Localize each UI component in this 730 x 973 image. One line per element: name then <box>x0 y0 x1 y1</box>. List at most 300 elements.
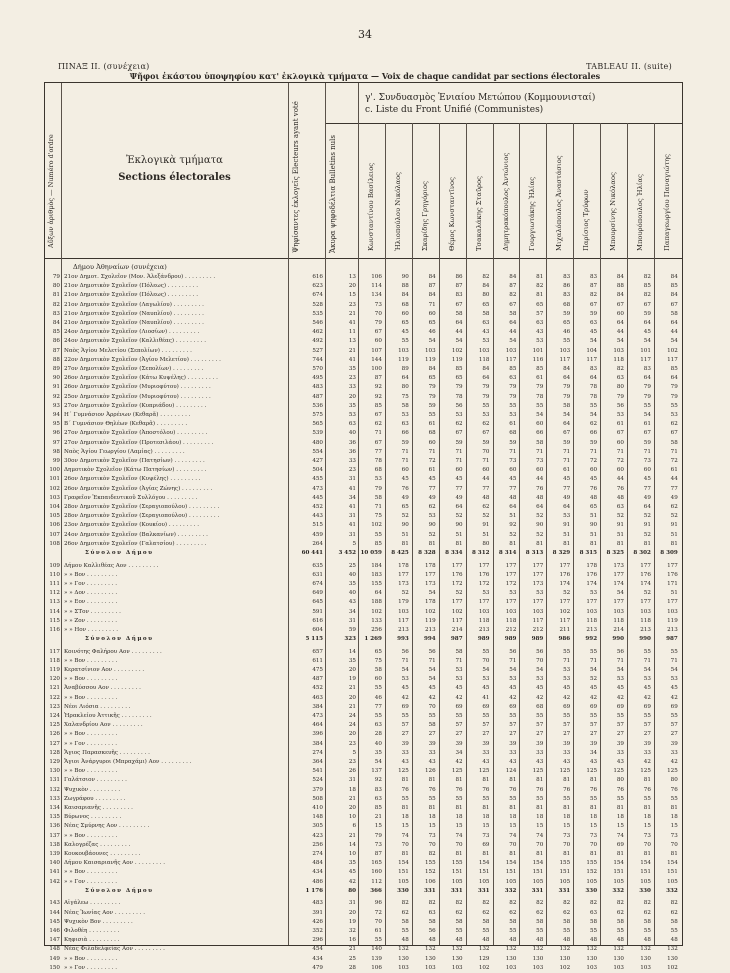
cell-value: 67 <box>670 301 678 308</box>
cell-value: 54 <box>428 338 436 345</box>
cell-value: 52 <box>670 513 678 520</box>
cell-value: 18 <box>428 814 436 821</box>
row-number: 91 <box>52 384 60 391</box>
cell-value: 49 <box>563 494 571 501</box>
cell-value: 80 <box>401 384 409 391</box>
cell-value: 31 <box>348 513 356 520</box>
cell-value: 58 <box>374 494 382 501</box>
cell-value: 173 <box>425 580 436 587</box>
cell-value: 53 <box>482 412 490 418</box>
cell-value: 64 <box>374 590 382 597</box>
cell-value: 71 <box>455 458 463 464</box>
section-name: » » Βον . . . . . . . . . <box>64 955 118 962</box>
cell-value: 78 <box>589 393 598 400</box>
cell-value: 53 <box>563 513 571 520</box>
section-name: » » Γον . . . . . . . . . <box>64 878 118 885</box>
cell-value: 15 <box>616 823 624 830</box>
cell-value: 101 <box>532 347 544 354</box>
cell-value: 103 <box>667 608 678 615</box>
cell-value: 21 <box>348 703 356 710</box>
cell-value: 34 <box>455 749 463 756</box>
cell-value: 42 <box>536 694 544 701</box>
cell-value: 54 <box>589 338 598 345</box>
cell-value: 69 <box>643 703 651 710</box>
cell-value: 504 <box>312 467 323 474</box>
cell-value: 55 <box>374 713 382 719</box>
cell-value: 174 <box>586 580 598 587</box>
cell-value: 85 <box>670 283 678 290</box>
table-row <box>45 301 682 310</box>
section-name: Ἅγιος Παρασκευῆς . . . . . . . . . <box>64 749 150 756</box>
cell-value: 103 <box>451 964 463 971</box>
cell-value: 103 <box>398 347 409 354</box>
cell-value: 119 <box>398 356 409 363</box>
cell-value: 177 <box>532 571 544 578</box>
cell-value: 78 <box>589 384 598 391</box>
cell-value: 60 <box>509 467 517 474</box>
table-row <box>45 310 682 319</box>
page-number: 34 <box>358 28 372 41</box>
cell-value: 54 <box>482 667 490 673</box>
table-row <box>45 648 682 657</box>
cell-value: 172 <box>505 580 517 587</box>
cell-value: 48 <box>509 937 517 944</box>
cell-value: 81 <box>643 540 651 547</box>
row-number: 144 <box>49 909 60 916</box>
cell-value: 59 <box>643 310 651 317</box>
cell-value: 71 <box>616 657 624 664</box>
group-header-gr: γ'. Συνδυασμὸς Ἑνιαίου Μετώπου (Κομμουνισταί) <box>365 93 596 103</box>
cell-value: 87 <box>509 283 517 290</box>
row-number: 131 <box>49 777 60 784</box>
cell-value: 103 <box>613 608 624 615</box>
cell-value: 59 <box>455 439 463 446</box>
section-name: » » Βον . . . . . . . . . <box>64 571 118 578</box>
table-row <box>45 703 682 712</box>
cell-value: 53 <box>374 476 382 483</box>
cell-value: 71 <box>455 657 463 664</box>
cell-value: 177 <box>478 599 490 606</box>
cell-value: 70 <box>563 841 571 848</box>
row-number: 106 <box>49 522 60 529</box>
cell-value: 53 <box>455 676 463 683</box>
cell-value: 79 <box>536 384 544 391</box>
cell-value: 51 <box>563 531 571 538</box>
section-name: 26ον Δημοτικὸν Σχολεῖον (Γαλατσίου) . . . . . . . . . <box>64 540 207 547</box>
cell-value: 60 <box>536 467 544 474</box>
cell-value: 58 <box>455 310 463 317</box>
cell-value: 645 <box>312 599 323 606</box>
table-row <box>45 955 682 964</box>
cell-value: 44 <box>670 329 678 336</box>
cell-value: 43 <box>348 599 356 606</box>
cell-value: 125 <box>559 768 571 775</box>
cell-value: 63 <box>589 320 598 326</box>
cell-value: 81 <box>428 805 436 811</box>
cell-value: 105 <box>505 878 517 885</box>
cell-value: 103 <box>505 347 517 354</box>
cell-value: 43 <box>589 759 598 765</box>
cell-value: 65 <box>536 301 544 308</box>
cell-value: 102 <box>667 347 678 354</box>
cell-value: 60 <box>643 467 651 474</box>
cell-value: 144 <box>371 356 382 363</box>
cell-value: 58 <box>563 402 571 409</box>
cell-value: 33 <box>428 749 436 756</box>
row-number: 86 <box>52 338 60 345</box>
cell-value: 57 <box>401 722 409 729</box>
cell-value: 35 <box>348 860 356 867</box>
section-name: Γραφεῖον Ἐκπαιδευτικοῦ Συλλόγου . . . . . . . . . <box>64 494 198 501</box>
cell-value: 77 <box>563 485 571 492</box>
cell-value: 53 <box>428 513 436 520</box>
cell-value: 83 <box>643 366 651 372</box>
cell-value: 102 <box>425 608 436 615</box>
row-number: 109 <box>49 562 60 569</box>
cell-value: 81 <box>616 540 624 547</box>
table-row <box>45 411 682 420</box>
cell-value: 55 <box>509 713 517 719</box>
cell-value: 82 <box>455 900 463 907</box>
cell-value: 366 <box>370 887 382 894</box>
cell-value: 48 <box>589 937 598 944</box>
table-row <box>45 448 682 457</box>
table-row <box>45 936 682 945</box>
cell-value: 81 <box>670 851 678 857</box>
section-name: » » Εον . . . . . . . . . <box>64 599 118 606</box>
cell-value: 68 <box>401 301 409 308</box>
cell-value: 42 <box>670 759 678 765</box>
cell-value: 152 <box>425 869 436 876</box>
table-row <box>45 964 682 973</box>
section-name: Βύρωνος . . . . . . . . . <box>64 814 122 821</box>
cell-value: 40 <box>348 590 356 597</box>
cell-value: 103 <box>586 608 598 615</box>
cell-value: 54 <box>455 338 463 345</box>
row-number: 123 <box>49 703 60 710</box>
cell-value: 176 <box>586 571 598 578</box>
cell-value: 541 <box>312 768 323 775</box>
cell-value: 20 <box>348 805 356 811</box>
cell-value: 62 <box>482 421 490 428</box>
cell-value: 462 <box>312 329 323 336</box>
cell-value: 130 <box>532 955 544 962</box>
row-number: 84 <box>52 320 60 326</box>
cell-value: 103 <box>505 964 517 971</box>
section-name: 26ον Δημοτικὸν Σχολεῖον (Κυψέλης) . . . . . . . . . <box>64 476 201 483</box>
cell-value: 57 <box>589 722 598 729</box>
section-name: Ναὸς Ἁγίου Γεωργίου (Λαμίας) . . . . . . . . . <box>64 448 185 455</box>
cell-value: 61 <box>616 421 624 428</box>
cell-value: 53 <box>616 676 624 683</box>
section-name: 26ον Δημοτικὸν Σχολεῖον (Ἁγίας Ζώνης) . . . . . . . . . <box>64 485 213 492</box>
cell-value: 87 <box>589 283 598 290</box>
cell-value: 214 <box>613 626 624 633</box>
cell-value: 59 <box>589 439 598 446</box>
cell-value: 188 <box>371 599 382 606</box>
cell-value: 81 <box>509 540 517 547</box>
cell-value: 49 <box>643 494 651 501</box>
cell-value: 39 <box>455 740 463 747</box>
cell-value: 34 <box>589 749 598 756</box>
cell-value: 70 <box>509 841 517 848</box>
cell-value: 73 <box>374 841 382 848</box>
cell-value: 331 <box>531 887 544 894</box>
cell-value: 58 <box>670 918 678 925</box>
cell-value: 10 <box>348 814 356 821</box>
row-number: 124 <box>49 713 60 719</box>
header-bottom-line <box>45 258 682 259</box>
cell-value: 132 <box>451 946 463 953</box>
cell-value: 54 <box>643 338 651 345</box>
cell-value: 105 <box>640 878 651 885</box>
cell-value: 53 <box>455 667 463 673</box>
cell-value: 23 <box>348 375 356 382</box>
cell-value: 64 <box>670 320 678 326</box>
cell-value: 330 <box>585 887 598 894</box>
section-name: Ναὸς Ἁγίου Μελετίου (Σεπολίων) . . . . . . . . . <box>64 347 192 354</box>
row-number: 101 <box>49 476 60 483</box>
cell-value: 42 <box>401 694 409 701</box>
cell-value: 3 452 <box>338 550 356 556</box>
cell-value: 379 <box>312 786 323 793</box>
table-row <box>45 684 682 693</box>
cell-value: 103 <box>532 608 544 615</box>
col-divider <box>466 123 467 945</box>
cell-value: 132 <box>586 946 598 953</box>
cell-value: 132 <box>613 946 624 953</box>
cell-value: 173 <box>613 562 624 569</box>
cell-value: 62 <box>670 421 678 428</box>
cell-value: 53 <box>536 676 544 683</box>
cell-value: 125 <box>398 768 409 775</box>
cell-value: 492 <box>312 338 323 345</box>
cell-value: 60 <box>428 439 436 446</box>
table-row <box>45 521 682 530</box>
cell-value: 52 <box>643 531 651 538</box>
section-name: » » ΣΤον . . . . . . . . . <box>64 608 121 615</box>
cell-value: 54 <box>536 667 544 673</box>
cell-value: 84 <box>428 274 436 280</box>
cell-value: 132 <box>425 946 436 953</box>
section-name: » » Βον . . . . . . . . . <box>64 832 118 839</box>
cell-value: 8 328 <box>418 550 436 556</box>
cell-value: 46 <box>428 329 436 336</box>
cell-value: 60 <box>589 467 598 474</box>
cell-value: 54 <box>643 667 651 673</box>
row-number: 137 <box>49 832 60 839</box>
cell-value: 57 <box>455 722 463 729</box>
cell-value: 33 <box>348 458 356 464</box>
row-number: 85 <box>52 329 60 336</box>
section-name: 21ον Δημοτ. Σχολεῖον (Μον. Ἀλεξάνδρου) . . . . . . . . . <box>64 274 216 280</box>
cell-value: 71 <box>509 448 517 455</box>
cell-value: 82 <box>482 900 490 907</box>
cell-value: 90 <box>428 522 436 529</box>
table-row <box>45 626 682 635</box>
cell-value: 434 <box>312 869 323 876</box>
cell-value: 39 <box>509 740 517 747</box>
section-name: Δήμου Καισαριανῆς Αον . . . . . . . . . <box>64 860 166 867</box>
row-number: 132 <box>49 786 60 793</box>
cell-value: 45 <box>509 685 517 692</box>
cell-value: 744 <box>312 356 323 363</box>
cell-value: 64 <box>482 375 490 382</box>
cell-value: 18 <box>563 814 571 821</box>
cell-value: 55 <box>589 713 598 719</box>
cell-value: 48 <box>536 937 544 944</box>
cell-value: 84 <box>563 366 571 372</box>
cell-value: 64 <box>643 504 651 510</box>
section-name: 21ον Δημοτικὸν Σχολεῖον (Πόλεως) . . . . . . . . . <box>64 292 199 299</box>
cell-value: 69 <box>589 703 598 710</box>
cell-value: 177 <box>559 599 571 606</box>
cell-value: 81 <box>536 805 544 811</box>
cell-value: 75 <box>401 393 409 400</box>
cell-value: 53 <box>401 676 409 683</box>
cell-value: 48 <box>482 494 490 501</box>
cell-value: 102 <box>559 964 571 971</box>
cell-value: 31 <box>348 476 356 483</box>
cell-value: 27 <box>536 731 544 738</box>
cell-value: 21 <box>374 814 382 821</box>
cell-value: 55 <box>374 685 382 692</box>
cell-value: 83 <box>563 274 571 280</box>
cell-value: 43 <box>401 759 409 765</box>
cell-value: 76 <box>536 786 544 793</box>
cell-value: 58 <box>643 918 651 925</box>
cell-value: 82 <box>563 900 571 907</box>
cell-value: 71 <box>428 301 436 308</box>
section-name: Ἀναβύσσου Αον . . . . . . . . . <box>64 685 141 692</box>
section-name: 24ον Δημοτικὸν Σχολεῖον (Βαλκανίων) . . . . . . . . . <box>64 531 208 538</box>
cell-value: 575 <box>312 412 323 418</box>
cell-value: 330 <box>639 887 651 894</box>
section-name: 24ον Δημοτικὸν Σχολεῖον (Καλλιθέας) . . . . . . . . . <box>64 338 207 345</box>
cell-value: 45 <box>509 476 517 483</box>
cell-value: 45 <box>563 685 571 692</box>
cell-value: 487 <box>312 393 323 400</box>
section-name: 24ον Δημοτικὸν Σχολεῖον (Λιοσίων) . . . . . . . . . <box>64 329 200 336</box>
cell-value: 103 <box>478 608 490 615</box>
cell-value: 18 <box>482 814 490 821</box>
cell-value: 151 <box>505 869 517 876</box>
cell-value: 54 <box>509 667 517 673</box>
cell-value: 53 <box>482 338 490 345</box>
section-name: 25ον Δημοτικὸν Σχολεῖον (Μυριοφύτου) . . . . . . . . . <box>64 393 211 400</box>
cell-value: 274 <box>312 749 323 756</box>
candidate-header: Γουργιωτάκης Ἠλίας <box>528 177 537 251</box>
cell-value: 58 <box>428 918 436 925</box>
cell-value: 152 <box>586 869 598 876</box>
cell-value: 55 <box>509 927 517 934</box>
cell-value: 484 <box>312 860 323 867</box>
candidate-header: Κωνσταντίνου Βασίλειος <box>367 162 375 251</box>
cell-value: 36 <box>348 448 356 455</box>
cell-value: 45 <box>401 685 409 692</box>
cell-value: 20 <box>348 731 356 738</box>
cell-value: 61 <box>374 927 382 934</box>
cell-value: 79 <box>670 384 678 391</box>
cell-value: 426 <box>312 918 323 925</box>
cell-value: 84 <box>616 274 624 280</box>
section-name: Ζωγράφου . . . . . . . . . <box>64 795 126 802</box>
cell-value: 55 <box>670 713 678 719</box>
cell-value: 33 <box>616 749 624 756</box>
section-name: » » Βον . . . . . . . . . <box>64 676 118 683</box>
cell-value: 77 <box>374 448 382 455</box>
cell-value: 1 176 <box>305 887 323 894</box>
section-name: Νέας Ἰωνίας Αον . . . . . . . . . <box>64 909 146 916</box>
cell-value: 69 <box>509 703 517 710</box>
cell-value: 183 <box>371 571 382 578</box>
cell-value: 39 <box>616 740 624 747</box>
cell-value: 71 <box>401 657 409 664</box>
cell-value: 52 <box>401 590 409 597</box>
cell-value: 70 <box>536 841 544 848</box>
cell-value: 211 <box>559 626 571 633</box>
section-name: 27ον Δημοτικὸν Σχολεῖον (Προτεσιλάου) . . . . . . . . . <box>64 439 214 446</box>
cell-value: 212 <box>532 626 544 633</box>
cell-value: 125 <box>451 768 463 775</box>
cell-value: 118 <box>586 617 598 624</box>
cell-value: 59 <box>401 439 409 446</box>
cell-value: 73 <box>563 832 571 839</box>
cell-value: 76 <box>616 786 624 793</box>
cell-value: 35 <box>348 402 356 409</box>
row-number: 146 <box>49 927 60 934</box>
cell-value: 214 <box>451 626 463 633</box>
cell-value: 63 <box>589 909 598 916</box>
cell-value: 79 <box>455 384 463 391</box>
row-number: 95 <box>52 421 60 428</box>
col-number-header: Αὔξων ἀριθμὸς — Numéro d'ordre <box>47 134 55 248</box>
row-number: 110 <box>49 571 60 578</box>
section-name: » » Γον . . . . . . . . . <box>64 580 118 587</box>
cell-value: 103 <box>586 964 598 971</box>
cell-value: 90 <box>455 522 463 529</box>
cell-value: 54 <box>589 412 598 418</box>
cell-value: 102 <box>451 347 463 354</box>
cell-value: 102 <box>371 608 382 615</box>
cell-value: 77 <box>482 485 490 492</box>
cell-value: 130 <box>398 955 409 962</box>
cell-value: 82 <box>428 851 436 857</box>
section-name: Αἰγάλεω . . . . . . . . . <box>64 900 121 907</box>
cell-value: 71 <box>401 448 409 455</box>
cell-value: 21 <box>348 347 356 354</box>
cell-value: 63 <box>536 320 544 326</box>
cell-value: 82 <box>401 900 409 907</box>
row-number: 119 <box>49 667 60 673</box>
cell-value: 42 <box>563 694 571 701</box>
cell-value: 21 <box>348 946 356 953</box>
cell-value: 80 <box>670 777 678 784</box>
cell-value: 67 <box>616 301 624 308</box>
cell-value: 987 <box>666 636 678 643</box>
cell-value: 151 <box>640 869 651 876</box>
cell-value: 987 <box>450 636 463 643</box>
row-number: 94 <box>52 412 60 418</box>
cell-value: 58 <box>455 648 463 655</box>
cell-value: 15 <box>374 823 382 830</box>
cell-value: 82 <box>589 900 598 907</box>
table-row <box>45 813 682 822</box>
cell-value: 59 <box>643 439 651 446</box>
cell-value: 53 <box>536 338 544 345</box>
cell-value: 57 <box>482 722 490 729</box>
cell-value: 52 <box>509 531 517 538</box>
